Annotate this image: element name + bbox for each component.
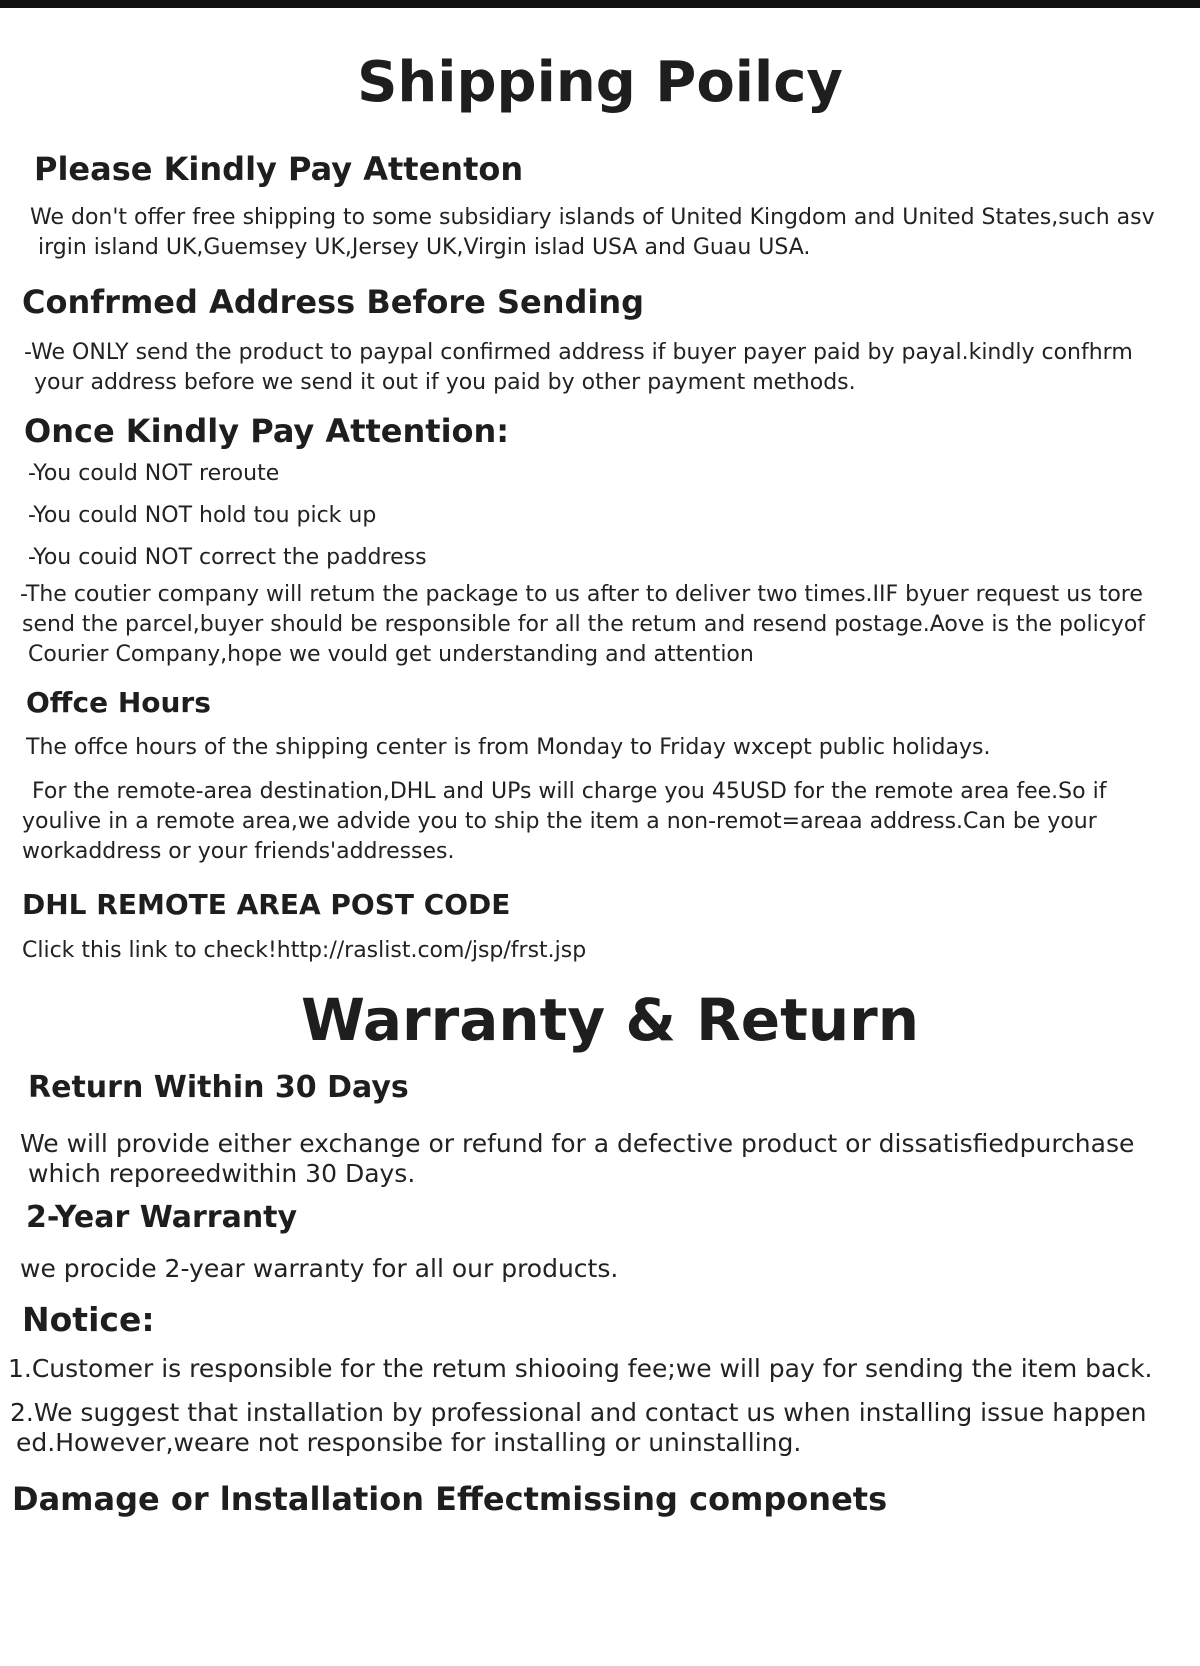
return-30-days-heading: Return Within 30 Days	[28, 1070, 409, 1105]
damage-installation-heading: Damage or lnstallation Effectmissing componets	[12, 1480, 888, 1518]
return-30-days-line2: which reporeedwithin 30 Days.	[28, 1159, 416, 1188]
confirmed-address-line2: your address before we send it out if you paid by other payment methods.	[34, 370, 856, 395]
attention-heading: Please Kindly Pay Attenton	[34, 150, 524, 188]
courier-policy-line3: Courier Company,hope we vould get understanding and attention	[28, 642, 754, 667]
remote-area-line2: youlive in a remote area,we advide you to ship the item a non-remot=areaa address.Can be your	[22, 809, 1097, 834]
courier-policy-line1: -The coutier company will retum the package to us after to deliver two times.IIF byuer request us tore	[20, 582, 1143, 607]
dhl-remote-area-heading: DHL REMOTE AREA POST CODE	[22, 888, 511, 921]
return-30-days-line1: We will provide either exchange or refund for a defective product or dissatisfiedpurchase	[20, 1129, 1135, 1158]
courier-policy-line2: send the parcel,buyer should be responsible for all the retum and resend postage.Aove is the policyof	[22, 612, 1146, 637]
no-reroute-item: -You could NOT reroute	[28, 461, 280, 486]
no-hold-item: -You could NOT hold tou pick up	[28, 503, 377, 528]
remote-area-line3: workaddress or your friends'addresses.	[22, 839, 455, 864]
notice-heading: Notice:	[22, 1300, 155, 1339]
office-hours-text: The offce hours of the shipping center is from Monday to Friday wxcept public holidays.	[26, 735, 991, 760]
remote-area-line1: For the remote-area destination,DHL and UPs will charge you 45USD for the remote area fee.So if	[32, 779, 1107, 804]
two-year-warranty-heading: 2-Year Warranty	[26, 1200, 298, 1235]
top-border	[0, 0, 1200, 8]
notice-item-1: 1.Customer is responsible for the retum shiooing fee;we will pay for sending the item back.	[8, 1354, 1153, 1383]
once-attention-heading: Once Kindly Pay Attention:	[24, 412, 510, 450]
confirmed-address-line1: -We ONLY send the product to paypal confirmed address if buyer payer paid by payal.kindly confhrm	[24, 340, 1133, 365]
notice-item-2-line1: 2.We suggest that installation by professional and contact us when installing issue happen	[10, 1398, 1147, 1427]
two-year-warranty-text: we procide 2-year warranty for all our products.	[20, 1254, 619, 1283]
confirmed-address-heading: Confrmed Address Before Sending	[22, 283, 645, 321]
dhl-check-link-text: Click this link to check!http://raslist.com/jsp/frst.jsp	[22, 938, 587, 963]
office-hours-heading: Offce Hours	[26, 686, 211, 719]
attention-text-line1: We don't offer free shipping to some subsidiary islands of United Kingdom and United States,such asv	[30, 205, 1155, 230]
shipping-policy-title: Shipping Poilcy	[357, 50, 843, 115]
attention-text-line2: irgin island UK,Guemsey UK,Jersey UK,Virgin islad USA and Guau USA.	[38, 235, 811, 260]
no-correct-address-item: -You couid NOT correct the paddress	[28, 545, 427, 570]
notice-item-2-line2: ed.However,weare not responsibe for installing or uninstalling.	[16, 1428, 802, 1457]
warranty-return-title: Warranty & Return	[300, 986, 920, 1054]
